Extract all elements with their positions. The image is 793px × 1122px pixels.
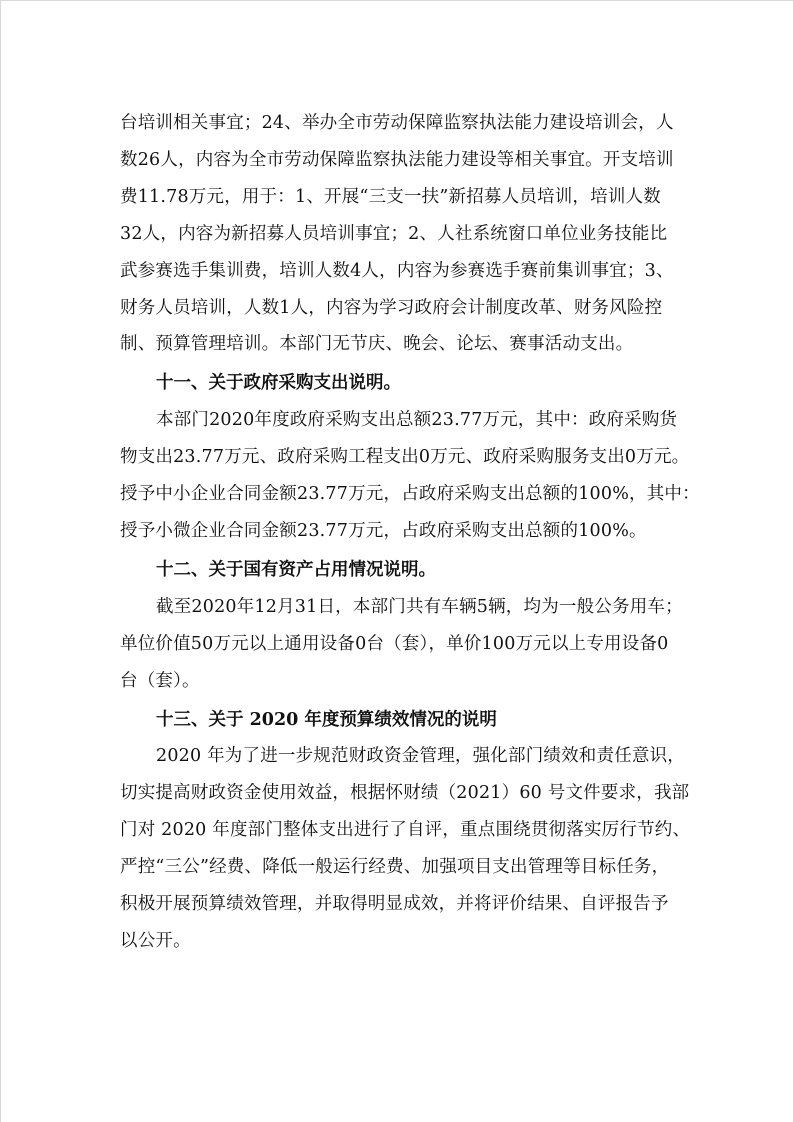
text-line: 截至2020年12月31日，本部门共有车辆5辆，均为一般公务用车； <box>156 596 683 617</box>
text-line: 费11.78万元，用于：1、开展“三支一扶”新招募人员培训，培训人数 <box>120 186 661 207</box>
section-heading-state-assets: 十二、关于国有资产占用情况说明。 <box>156 559 436 580</box>
text-line: 财务人员培训，人数1人，内容为学习政府会计制度改革、财务风险控 <box>120 297 663 318</box>
text-line: 台培训相关事宜；24、举办全市劳动保障监察执法能力建设培训会，人 <box>120 113 674 133</box>
text-line: 门对 2020 年度部门整体支出进行了自评，重点围绕贯彻落实厉行节约、 <box>120 820 691 841</box>
text-line: 授予中小企业合同金额23.77万元，占政府采购支出总额的100%，其中： <box>120 484 700 505</box>
text-line: 积极开展预算绩效管理，并取得明显成效，并将评价结果、自评报告予 <box>120 894 669 915</box>
text-line: 台（套）。 <box>120 670 200 691</box>
section-heading-budget-performance: 十三、关于 2020 年度预算绩效情况的说明 <box>156 709 497 730</box>
text-line: 授予小微企业合同金额23.77万元，占政府采购支出总额的100%。 <box>120 520 647 541</box>
paragraph-state-assets <box>120 589 683 700</box>
text-line: 严控“三公”经费、降低一般运行经费、加强项目支出管理等目标任务， <box>120 857 670 878</box>
paragraph-budget-performance <box>120 738 691 959</box>
paragraph-training-expenses <box>120 105 680 363</box>
text-line: 数26人，内容为全市劳动保障监察执法能力建设等相关事宜。开支培训 <box>120 149 674 170</box>
text-line: 武参赛选手集训费，培训人数4人，内容为参赛选手赛前集训事宜；3、 <box>120 260 674 281</box>
text-line: 切实提高财政资金使用效益，根据怀财绩（2021）60 号文件要求，我部 <box>120 783 690 804</box>
text-line: 本部门2020年度政府采购支出总额23.77万元，其中：政府采购货 <box>156 410 678 431</box>
text-line: 单位价值50万元以上通用设备0台（套），单价100万元以上专用设备0 <box>120 633 669 654</box>
text-line: 以公开。 <box>120 930 191 951</box>
section-heading-government-procurement: 十一、关于政府采购支出说明。 <box>156 373 401 394</box>
paragraph-government-procurement <box>120 402 700 550</box>
text-line: 2020 年为了进一步规范财政资金管理，强化部门绩效和责任意识， <box>156 746 685 767</box>
text-line: 制、预算管理培训。本部门无节庆、晚会、论坛、赛事活动支出。 <box>120 334 634 355</box>
document-body <box>120 105 700 960</box>
text-line: 物支出23.77万元、政府采购工程支出0万元、政府采购服务支出0万元。 <box>120 447 690 468</box>
text-line: 32人，内容为新招募人员培训事宜；2、人社系统窗口单位业务技能比 <box>120 223 668 244</box>
